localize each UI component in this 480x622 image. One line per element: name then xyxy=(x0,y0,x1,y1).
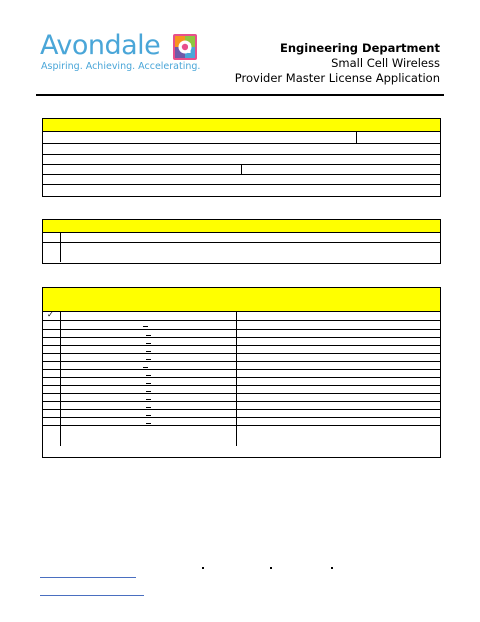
checklist-row[interactable] xyxy=(43,394,440,402)
dash-mark xyxy=(143,367,148,368)
checklist-row[interactable] xyxy=(43,418,440,426)
footer-dot xyxy=(270,567,272,569)
field-divider xyxy=(356,132,357,143)
document-header xyxy=(235,41,440,86)
dash-mark xyxy=(146,391,151,392)
section-1-heading-bar xyxy=(43,119,440,132)
footer-link-underline[interactable] xyxy=(40,577,136,578)
section-2-heading-bar xyxy=(43,220,440,233)
dash-mark xyxy=(146,407,151,408)
logo-wordmark: Avondale xyxy=(40,30,161,61)
dash-mark xyxy=(146,359,151,360)
dash-mark xyxy=(143,326,148,327)
footer-link-underline[interactable] xyxy=(40,595,144,596)
form-row[interactable] xyxy=(43,233,440,243)
form-row[interactable] xyxy=(43,155,440,165)
avondale-a-mark-icon xyxy=(173,34,197,60)
dash-mark xyxy=(146,415,151,416)
checklist-row[interactable] xyxy=(43,338,440,346)
dash-mark xyxy=(146,423,151,424)
checklist-row[interactable] xyxy=(43,354,440,362)
avondale-logo xyxy=(40,31,205,75)
form-row[interactable] xyxy=(43,132,440,144)
checklist-row[interactable] xyxy=(43,362,440,370)
dash-mark xyxy=(146,399,151,400)
footer-dot xyxy=(331,567,333,569)
section-3-heading-bar xyxy=(43,288,440,312)
checklist-row[interactable] xyxy=(43,426,440,446)
checklist-row[interactable] xyxy=(43,386,440,394)
checklist-row[interactable] xyxy=(43,370,440,378)
checkbox-column-divider xyxy=(60,312,61,320)
field-divider xyxy=(60,233,61,242)
dash-mark xyxy=(146,375,151,376)
application-title: Provider Master License Application xyxy=(234,71,440,85)
checklist-row[interactable] xyxy=(43,410,440,418)
applicant-info-section xyxy=(42,118,441,197)
dash-mark xyxy=(146,343,151,344)
checklist-header-row xyxy=(43,312,440,321)
item-column-divider xyxy=(236,312,237,320)
footer-dot xyxy=(202,567,204,569)
form-row[interactable] xyxy=(43,165,440,175)
field-divider xyxy=(60,243,61,262)
dash-mark xyxy=(146,383,151,384)
form-row[interactable] xyxy=(43,175,440,185)
program-title: Small Cell Wireless xyxy=(331,56,440,70)
header-rule xyxy=(36,94,444,96)
check-mark-icon: ✓ xyxy=(47,310,54,319)
submittal-checklist-section xyxy=(42,287,441,458)
logo-tagline: Aspiring. Achieving. Accelerating. xyxy=(41,61,201,72)
checklist-row[interactable] xyxy=(43,321,440,330)
checklist-row[interactable] xyxy=(43,330,440,338)
field-divider xyxy=(241,165,242,174)
form-row[interactable] xyxy=(43,144,440,155)
form-row[interactable] xyxy=(43,185,440,195)
dash-mark xyxy=(146,351,151,352)
checklist-row[interactable] xyxy=(43,378,440,386)
checklist-row[interactable] xyxy=(43,402,440,410)
checklist-row[interactable] xyxy=(43,346,440,354)
department-title: Engineering Department xyxy=(279,41,440,55)
project-description-section xyxy=(42,219,441,264)
dash-mark xyxy=(146,335,151,336)
form-row[interactable] xyxy=(43,243,440,262)
